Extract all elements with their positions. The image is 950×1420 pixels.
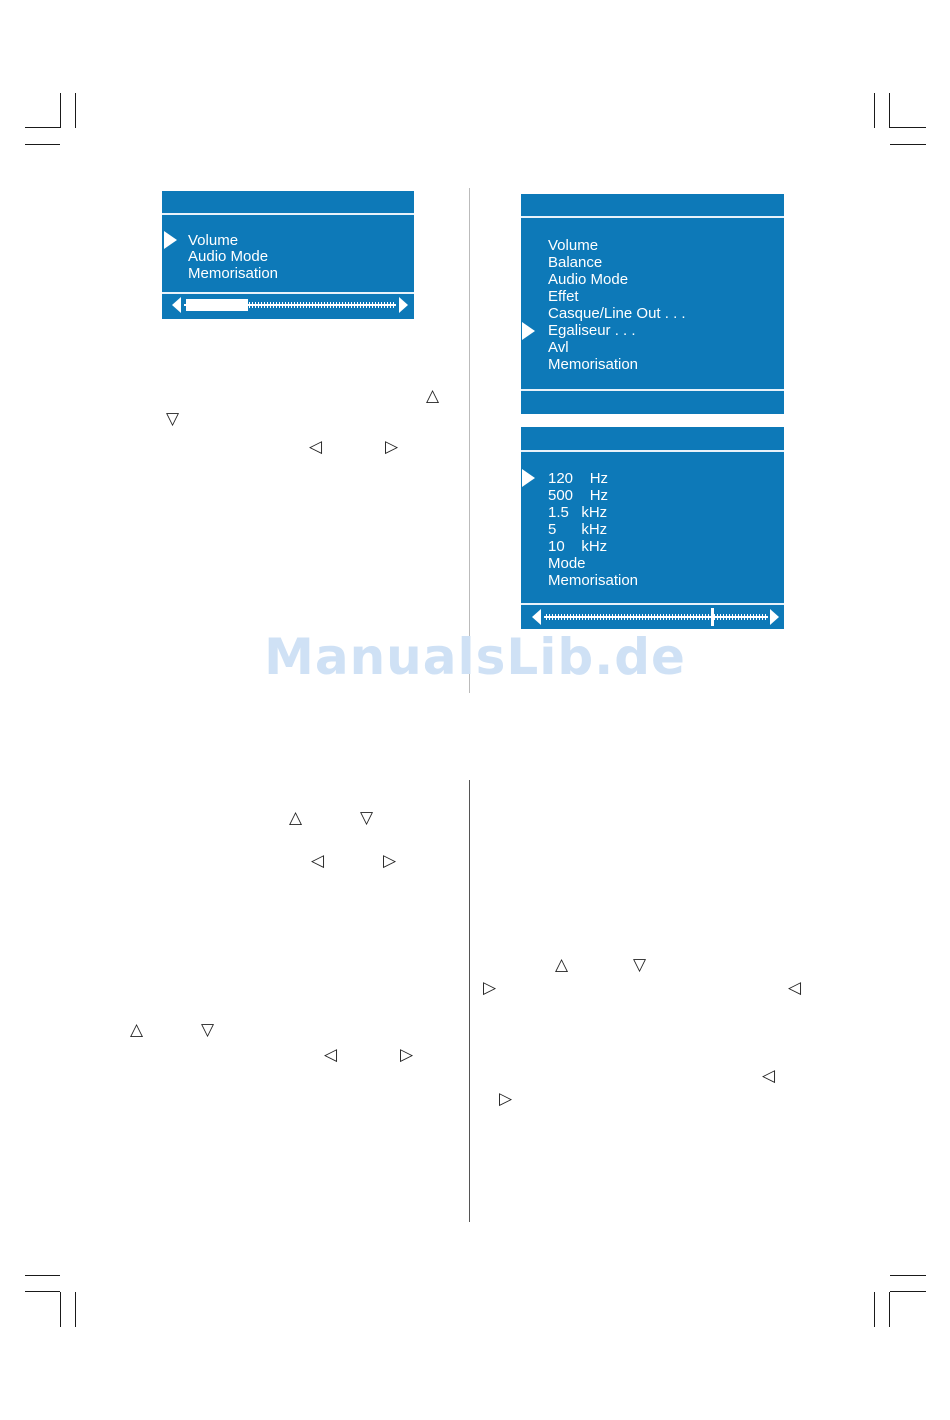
menu-item-avl[interactable]: Avl	[548, 339, 569, 356]
selection-pointer-icon	[522, 469, 535, 487]
slider-tick	[579, 614, 580, 620]
menu-item-memorisation[interactable]: Memorisation	[188, 265, 279, 282]
left-arrow-icon: ◁	[311, 851, 325, 871]
slider-tick	[567, 614, 568, 620]
menu-footer-divider	[521, 603, 784, 605]
slider-tick	[279, 302, 280, 308]
slider-tick	[672, 614, 673, 620]
slider-tick	[738, 614, 739, 620]
slider-tick	[582, 614, 583, 620]
menu-item-effet[interactable]: Effet	[548, 288, 579, 305]
slider-tick	[366, 302, 367, 308]
slider-tick	[762, 614, 763, 620]
slider-tick	[354, 302, 355, 308]
slider-tick	[561, 614, 562, 620]
down-arrow-icon: ▽	[201, 1020, 215, 1040]
slider-tick	[702, 614, 703, 620]
slider-tick	[558, 614, 559, 620]
slider-tick	[309, 302, 310, 308]
slider-tick	[732, 614, 733, 620]
crop-mark	[75, 1292, 76, 1327]
crop-mark	[890, 1275, 926, 1276]
slider-tick	[651, 614, 652, 620]
menu-item-memorisation[interactable]: Memorisation	[548, 572, 639, 589]
slider-tick	[756, 614, 757, 620]
slider-tick	[645, 614, 646, 620]
crop-mark	[890, 1291, 926, 1292]
slider-tick	[594, 614, 595, 620]
slider-tick	[324, 302, 325, 308]
menu-footer-divider	[521, 389, 784, 391]
slider-tick	[327, 302, 328, 308]
slider-tick	[750, 614, 751, 620]
slider-tick	[684, 614, 685, 620]
equalizer-band-slider[interactable]	[531, 607, 781, 627]
left-arrow-icon: ◁	[762, 1066, 776, 1086]
selection-pointer-icon	[522, 322, 535, 340]
slider-tick	[627, 614, 628, 620]
slider-tick	[729, 614, 730, 620]
slider-tick	[345, 302, 346, 308]
slider-tick	[591, 614, 592, 620]
slider-tick	[720, 614, 721, 620]
crop-mark	[890, 144, 926, 145]
slider-tick	[369, 302, 370, 308]
slider-tick	[654, 614, 655, 620]
slider-tick	[687, 614, 688, 620]
slider-tick	[306, 302, 307, 308]
slider-tick	[384, 302, 385, 308]
slider-tick	[285, 302, 286, 308]
slider-tick	[360, 302, 361, 308]
slider-tick	[576, 614, 577, 620]
slider-tick	[267, 302, 268, 308]
slider-tick	[660, 614, 661, 620]
slider-tick	[618, 614, 619, 620]
slider-tick	[294, 302, 295, 308]
slider-tick	[747, 614, 748, 620]
slider-tick	[390, 302, 391, 308]
right-arrow-icon: ▷	[499, 1089, 513, 1109]
slider-tick	[249, 302, 250, 308]
crop-mark	[874, 1292, 875, 1327]
slider-tick	[681, 614, 682, 620]
slider-fill	[186, 299, 248, 311]
slider-tick	[300, 302, 301, 308]
menu-item-volume[interactable]: Volume	[548, 237, 599, 254]
eq-band-500hz[interactable]: 500 Hz	[548, 487, 609, 504]
menu-header-divider	[521, 216, 784, 218]
slider-tick	[372, 302, 373, 308]
slider-tick	[351, 302, 352, 308]
slider-track	[544, 616, 768, 618]
up-arrow-icon: △	[130, 1020, 144, 1040]
slider-tick	[621, 614, 622, 620]
slider-tick	[393, 302, 394, 308]
down-arrow-icon: ▽	[360, 808, 374, 828]
menu-header-divider	[162, 213, 414, 215]
eq-band-10khz[interactable]: 10 kHz	[548, 538, 608, 555]
slider-tick	[552, 614, 553, 620]
slider-tick	[303, 302, 304, 308]
slider-tick	[765, 614, 766, 620]
up-arrow-icon: △	[289, 808, 303, 828]
crop-mark	[60, 93, 61, 128]
slider-left-arrow-icon	[532, 609, 541, 625]
slider-tick	[282, 302, 283, 308]
eq-band-120hz[interactable]: 120 Hz	[548, 470, 609, 487]
slider-tick	[690, 614, 691, 620]
slider-tick	[387, 302, 388, 308]
slider-tick	[666, 614, 667, 620]
down-arrow-icon: ▽	[166, 409, 180, 429]
slider-tick	[705, 614, 706, 620]
slider-tick	[663, 614, 664, 620]
column-divider	[469, 780, 470, 1222]
left-arrow-icon: ◁	[788, 978, 802, 998]
slider-tick	[255, 302, 256, 308]
slider-tick	[624, 614, 625, 620]
slider-tick	[699, 614, 700, 620]
slider-tick	[549, 614, 550, 620]
slider-tick	[330, 302, 331, 308]
slider-right-arrow-icon	[770, 609, 779, 625]
slider-tick	[600, 614, 601, 620]
slider-tick	[564, 614, 565, 620]
slider-tick	[336, 302, 337, 308]
slider-tick	[585, 614, 586, 620]
sound-menu-small	[162, 191, 414, 319]
slider-tick	[612, 614, 613, 620]
crop-mark	[889, 93, 890, 128]
slider-tick	[321, 302, 322, 308]
crop-mark	[75, 93, 76, 128]
watermark: ManualsLib.de	[264, 628, 686, 686]
menu-item-mode[interactable]: Mode	[548, 555, 586, 572]
slider-right-arrow-icon	[399, 297, 408, 313]
slider-tick	[648, 614, 649, 620]
slider-tick	[333, 302, 334, 308]
selection-pointer-icon	[164, 231, 177, 249]
menu-footer-divider	[162, 292, 414, 294]
slider-tick	[657, 614, 658, 620]
slider-tick	[708, 614, 709, 620]
crop-mark	[25, 1275, 60, 1276]
slider-tick	[291, 302, 292, 308]
slider-tick	[714, 614, 715, 620]
menu-item-audio-mode[interactable]: Audio Mode	[188, 248, 269, 265]
slider-tick	[642, 614, 643, 620]
crop-mark	[874, 93, 875, 128]
slider-tick	[675, 614, 676, 620]
slider-tick	[264, 302, 265, 308]
slider-tick	[630, 614, 631, 620]
crop-mark	[890, 127, 926, 128]
left-arrow-icon: ◁	[309, 437, 323, 457]
eq-band-1-5khz[interactable]: 1.5 kHz	[548, 504, 608, 521]
slider-tick	[744, 614, 745, 620]
volume-slider[interactable]	[170, 295, 410, 315]
crop-mark	[25, 127, 60, 128]
up-arrow-icon: △	[426, 386, 440, 406]
slider-tick	[297, 302, 298, 308]
menu-item-memorisation[interactable]: Memorisation	[548, 356, 639, 373]
menu-item-audio-mode[interactable]: Audio Mode	[548, 271, 629, 288]
menu-item-volume[interactable]: Volume	[188, 232, 239, 249]
slider-tick	[741, 614, 742, 620]
slider-tick	[363, 302, 364, 308]
slider-tick	[606, 614, 607, 620]
slider-tick	[339, 302, 340, 308]
left-arrow-icon: ◁	[324, 1045, 338, 1065]
slider-tick	[312, 302, 313, 308]
slider-tick	[258, 302, 259, 308]
slider-tick	[735, 614, 736, 620]
menu-item-balance[interactable]: Balance	[548, 254, 603, 271]
slider-tick	[696, 614, 697, 620]
menu-item-egaliseur[interactable]: Egaliseur . . .	[548, 322, 636, 339]
column-divider	[469, 188, 470, 693]
slider-tick	[693, 614, 694, 620]
slider-tick	[753, 614, 754, 620]
slider-tick	[273, 302, 274, 308]
crop-mark	[25, 1291, 60, 1292]
slider-tick	[288, 302, 289, 308]
menu-item-casque-line-out[interactable]: Casque/Line Out . . .	[548, 305, 686, 322]
slider-tick	[270, 302, 271, 308]
slider-tick	[357, 302, 358, 308]
slider-tick	[759, 614, 760, 620]
slider-tick	[633, 614, 634, 620]
right-arrow-icon: ▷	[400, 1045, 414, 1065]
slider-tick	[261, 302, 262, 308]
slider-tick	[555, 614, 556, 620]
slider-tick	[318, 302, 319, 308]
slider-tick	[597, 614, 598, 620]
crop-mark	[889, 1292, 890, 1327]
crop-mark	[60, 1292, 61, 1327]
slider-tick	[546, 614, 547, 620]
slider-tick	[315, 302, 316, 308]
slider-tick	[669, 614, 670, 620]
slider-tick	[603, 614, 604, 620]
slider-tick	[639, 614, 640, 620]
crop-mark	[25, 144, 60, 145]
right-arrow-icon: ▷	[385, 437, 399, 457]
slider-tick	[570, 614, 571, 620]
slider-tick	[348, 302, 349, 308]
up-arrow-icon: △	[555, 955, 569, 975]
slider-tick	[726, 614, 727, 620]
slider-left-arrow-icon	[172, 297, 181, 313]
slider-tick	[588, 614, 589, 620]
right-arrow-icon: ▷	[483, 978, 497, 998]
slider-marker	[711, 608, 714, 626]
slider-tick	[678, 614, 679, 620]
slider-tick	[276, 302, 277, 308]
menu-header-divider	[521, 450, 784, 452]
down-arrow-icon: ▽	[633, 955, 647, 975]
slider-tick	[723, 614, 724, 620]
slider-tick	[375, 302, 376, 308]
slider-tick	[342, 302, 343, 308]
eq-band-5khz[interactable]: 5 kHz	[548, 521, 608, 538]
slider-tick	[252, 302, 253, 308]
slider-tick	[609, 614, 610, 620]
slider-tick	[378, 302, 379, 308]
slider-tick	[381, 302, 382, 308]
right-arrow-icon: ▷	[383, 851, 397, 871]
slider-tick	[573, 614, 574, 620]
slider-tick	[615, 614, 616, 620]
slider-tick	[717, 614, 718, 620]
sound-menu-full	[521, 194, 784, 414]
slider-tick	[636, 614, 637, 620]
equalizer-menu	[521, 427, 784, 629]
